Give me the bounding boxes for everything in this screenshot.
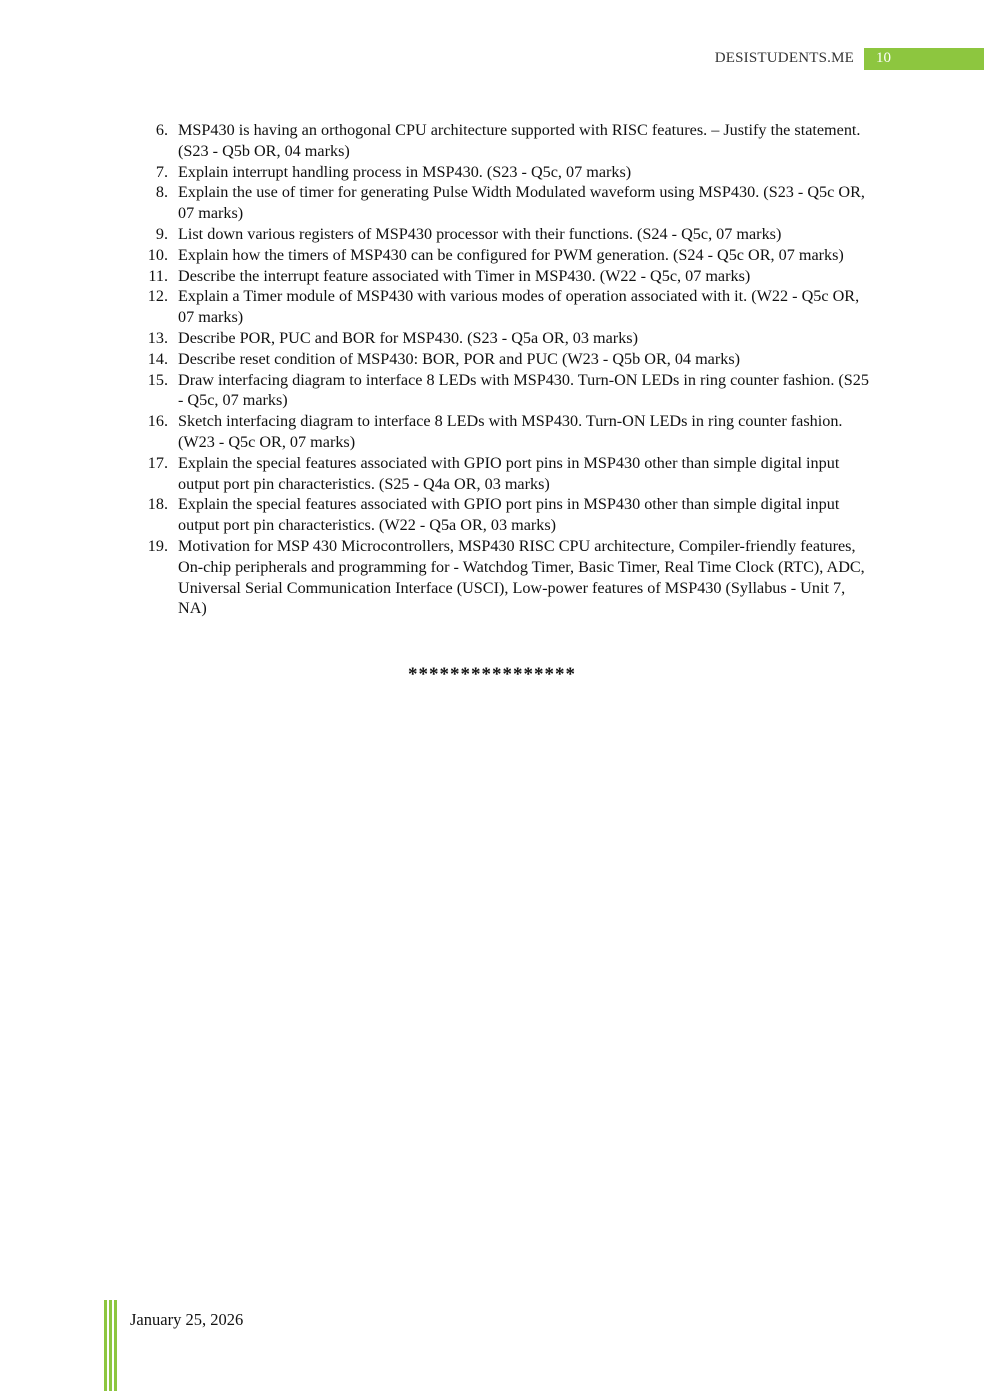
question-number: 8. [155,183,168,202]
question-text: Describe reset condition of MSP430: BOR, POR and PUC (W23 - Q5b OR, 04 marks) [178,349,741,368]
question-item [140,286,870,328]
question-item [140,328,870,349]
question-number: 16. [147,412,168,431]
section-separator: **************** [408,664,576,685]
question-number: 10. [147,245,168,264]
question-number: 18. [147,495,168,514]
question-list [140,120,870,619]
footer-accent-line [114,1300,117,1391]
question-number: 19. [147,536,168,555]
question-text: Describe the interrupt feature associated with Timer in MSP430. (W22 - Q5c, 07 marks) [178,266,751,285]
question-item [140,182,870,224]
question-number: 14. [147,349,168,368]
question-item [140,349,870,370]
footer-accent-line [104,1300,107,1391]
question-text: Explain how the timers of MSP430 can be configured for PWM generation. (S24 - Q5c OR, 07 marks) [178,245,844,264]
page-header [0,48,984,70]
question-item [140,162,870,183]
question-number: 11. [148,266,168,285]
question-text: Sketch interfacing diagram to interface 8 LEDs with MSP430. Turn-ON LEDs in ring counter fashion. (W23 - Q5c OR, 07 marks) [178,412,843,451]
question-number: 13. [147,328,168,347]
question-number: 9. [155,224,168,243]
question-text: Explain interrupt handling process in MSP430. (S23 - Q5c, 07 marks) [178,162,632,181]
footer-accent-line [109,1300,112,1391]
footer-date: January 25, 2026 [130,1310,244,1329]
question-text: Explain a Timer module of MSP430 with various modes of operation associated with it. (W22 - Q5c OR, 07 marks) [178,287,860,327]
question-item [140,453,870,495]
question-number: 12. [147,287,168,306]
question-text: Draw interfacing diagram to interface 8 LEDs with MSP430. Turn-ON LEDs in ring counter fashion. (S25 - Q5c, 07 marks) [178,370,869,410]
page-number: 10 [876,50,891,66]
question-item [140,536,870,619]
question-item [140,224,870,245]
question-item [140,266,870,287]
question-item [140,411,870,453]
question-text: Describe POR, PUC and BOR for MSP430. (S23 - Q5a OR, 03 marks) [178,328,638,347]
footer-accent-lines [104,1300,118,1391]
question-text: Explain the special features associated with GPIO port pins in MSP430 other than simple digital input output port pin characteristics. (S25 - Q4a OR, 03 marks) [178,453,840,493]
question-text: Explain the special features associated with GPIO port pins in MSP430 other than simple digital input output port pin characteristics. (W22 - Q5a OR, 03 marks) [178,495,840,535]
question-text: List down various registers of MSP430 processor with their functions. (S24 - Q5c, 07 marks) [178,224,782,243]
question-text: Motivation for MSP 430 Microcontrollers, MSP430 RISC CPU architecture, Compiler-friendly features, On-chip peripherals and programming for - Watchdog Timer, Basic Timer, Real Time Clock (RTC), ADC, Universal Serial Communication Interface (USCI), Low-power features of MSP430 (Syllabus - Unit 7, NA) [178,536,865,618]
question-text: MSP430 is having an orthogonal CPU architecture supported with RISC features. – Justify the statement. (S23 - Q5b OR, 04 marks) [178,121,861,160]
question-number: 15. [147,370,168,389]
header-site-name: DESISTUDENTS.ME [714,50,854,66]
question-item [140,120,870,162]
question-text: Explain the use of timer for generating Pulse Width Modulated waveform using MSP430. (S23 - Q5c OR, 07 marks) [178,183,865,223]
question-number: 7. [155,162,168,181]
question-number: 6. [155,121,168,139]
question-item [140,245,870,266]
question-item [140,494,870,536]
question-number: 17. [147,453,168,472]
question-item [140,370,870,412]
